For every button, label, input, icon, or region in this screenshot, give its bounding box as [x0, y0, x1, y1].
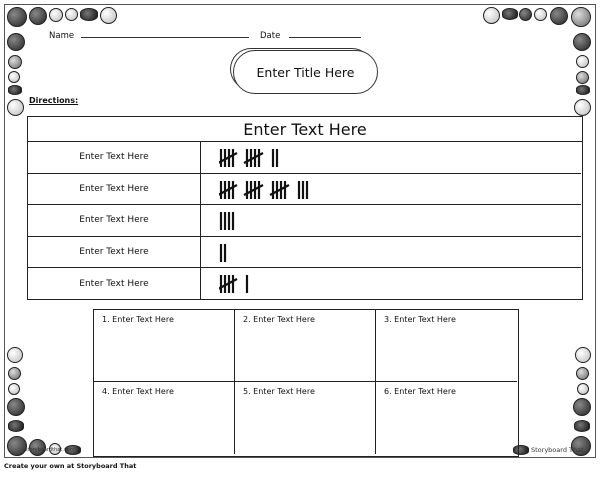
- title-box[interactable]: [233, 50, 378, 94]
- tally-row-label[interactable]: Enter Text Here: [28, 268, 201, 300]
- date-line[interactable]: [289, 37, 361, 38]
- baseball-icon: [577, 383, 589, 395]
- tally-marks-svg: [219, 178, 379, 202]
- basketball-icon: [573, 33, 591, 51]
- tally-marks: [201, 237, 581, 268]
- soccer-ball-icon: [576, 71, 589, 84]
- tally-row: [28, 142, 581, 174]
- response-box-5[interactable]: 5. Enter Text Here: [235, 382, 376, 454]
- basketball-icon: [7, 33, 25, 51]
- page-title: Enter Title Here: [256, 64, 355, 80]
- tally-row: [28, 237, 581, 269]
- tally-marks-svg: [219, 146, 379, 170]
- volleyball-icon: [7, 347, 23, 363]
- name-line[interactable]: [81, 37, 249, 38]
- football-icon: [80, 8, 98, 21]
- tally-marks: [201, 268, 581, 300]
- footer-credit: Create your own at Storyboard That: [4, 462, 137, 470]
- watermark-right: Storyboard That: [531, 446, 584, 454]
- basketball-icon: [7, 7, 27, 27]
- volleyball-icon: [483, 7, 500, 24]
- volleyball-icon: [574, 99, 591, 116]
- tally-marks: [201, 174, 581, 205]
- tally-marks-svg: [219, 272, 379, 296]
- basketball-icon: [573, 398, 591, 416]
- directions-label: Directions:: [29, 96, 79, 105]
- name-field[interactable]: [49, 31, 249, 41]
- tally-marks-svg: [219, 241, 379, 265]
- response-grid: [93, 309, 519, 457]
- response-box-2[interactable]: 2. Enter Text Here: [235, 310, 376, 382]
- tally-row-label[interactable]: Enter Text Here: [28, 205, 201, 236]
- date-field[interactable]: [260, 31, 361, 41]
- response-box-4[interactable]: 4. Enter Text Here: [94, 382, 235, 454]
- tally-row-label[interactable]: Enter Text Here: [28, 174, 201, 205]
- hockey-puck-icon: [576, 85, 590, 95]
- response-box-3[interactable]: 3. Enter Text Here: [376, 310, 517, 382]
- tally-table-heading[interactable]: Enter Text Here: [28, 117, 582, 142]
- tally-row-label[interactable]: Enter Text Here: [28, 237, 201, 268]
- response-box-1[interactable]: 1. Enter Text Here: [94, 310, 235, 382]
- worksheet: [4, 4, 596, 458]
- response-box-6[interactable]: 6. Enter Text Here: [384, 387, 456, 396]
- tally-table: [27, 116, 583, 300]
- tally-row: [28, 205, 581, 237]
- football-icon: [502, 8, 518, 20]
- watermark-left: storyboardthat.com: [25, 447, 75, 453]
- baseball-icon: [49, 8, 63, 22]
- tally-row: [28, 174, 581, 206]
- soccer-ball-icon: [571, 7, 591, 27]
- tally-row: [28, 268, 581, 300]
- tally-marks: [201, 205, 581, 236]
- basketball-icon: [7, 398, 25, 416]
- hockey-puck-icon: [8, 85, 22, 95]
- soccer-ball-icon: [576, 367, 589, 380]
- tally-row-label[interactable]: Enter Text Here: [28, 142, 201, 173]
- volleyball-icon: [575, 347, 591, 363]
- name-label: Name: [49, 31, 75, 41]
- baseball-icon: [576, 55, 589, 68]
- football-icon: [574, 420, 590, 432]
- volleyball-icon: [100, 7, 117, 24]
- soccer-ball-icon: [8, 55, 22, 69]
- baseball-icon: [534, 8, 547, 21]
- date-label: Date: [260, 31, 281, 41]
- football-icon: [8, 420, 24, 432]
- soccer-ball-icon: [8, 367, 21, 380]
- basketball-icon: [7, 436, 27, 456]
- baseball-icon: [65, 8, 78, 21]
- tally-marks: [201, 142, 581, 173]
- baseball-icon: [8, 383, 20, 395]
- basketball-icon: [550, 7, 568, 25]
- baseball-icon: [8, 71, 20, 83]
- volleyball-icon: [7, 99, 24, 116]
- basketball-icon: [29, 7, 47, 25]
- basketball-icon: [519, 8, 532, 21]
- tally-marks-svg: [219, 209, 379, 233]
